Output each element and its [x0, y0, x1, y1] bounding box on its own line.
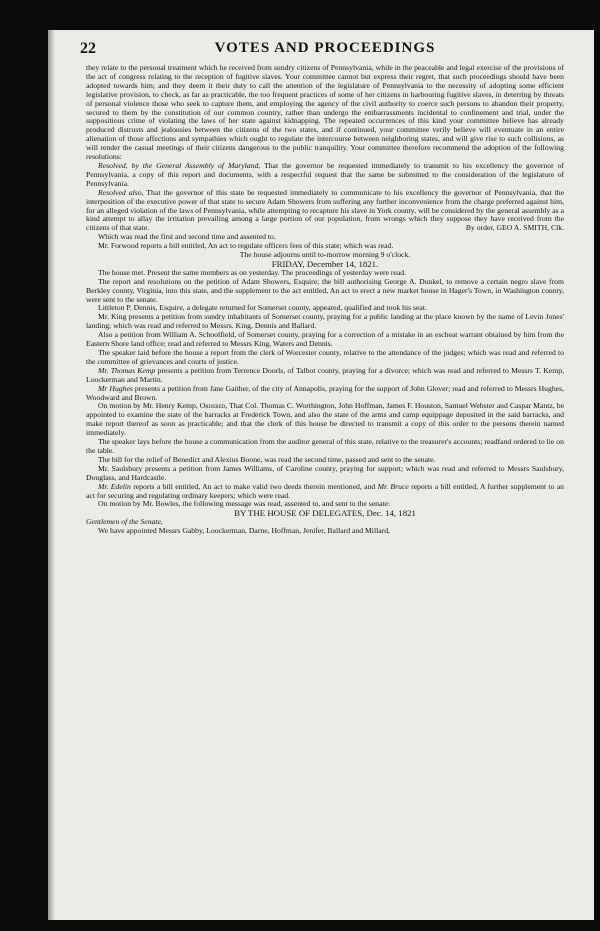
proceeding-paragraph: The bill for the relief of Benedict and Alexius Boone, was read the second time, passed and sent to the senate.: [98, 454, 436, 464]
proceeding-paragraph: We have appointed Messrs Gabby, Loockerman, Darne, Hoffman, Jenifer, Ballard and Millard,: [98, 526, 390, 536]
proceeding-paragraph: The report and resolutions on the petition of Adam Showers, Esquire; the bill authorising George A. Dunkel, to remove a certain negro slave from Berkley county, Virginia, into this state, and the supplement to the act entitled, An act to erect a new market house in Hager's Town, in Washington county, were sent to the senate.: [86, 276, 564, 304]
resolution-text: That the governor be requested immediately to transmit to his excellency the governor of Pennsylvania, a copy of this report and documents, with a respectful request that the same be submitted to the consideration of the legislature of Pennsylvania.: [86, 160, 565, 188]
member-name: Mr. Thomas Kemp: [98, 365, 156, 375]
resolution-paragraph: [86, 162, 564, 189]
page-body: [86, 64, 564, 536]
committee-report-paragraph: they relate to the personal treatment which he received from sundry citizens of Pennsylvania, while in the peaceable and legal exercise of the provisions of the act of congress relating to the reception of fugitive slaves. Your committee cannot but express their regret, that such proceedings should have been adopted towards him; and they deem it their duty to call the attention of the legislature of Pennsylvania to the necessity of adopting some efficient legislative provision, to check, as far as practicable, the too frequent practices of some of her citizens in harbouring fugitive slaves, in deterring by threats of personal violence those who seek to capture them, and employing the agency of the civil authority to coerce such persons to abandon their property, secured to them by the constitution of our common country, rather than undergo the embarrassments incidental to confinement and trial, under the suppositious crime of violating the laws of her state against kidnapping. The repeated occurrences of this kind your committee believe has already produced distrusts and jealousies between the citizens of the two states, and if continued, your committee verily believe will eventuate in an entire alienation of those affections and sympathies which ought to regulate the intercourse between neighboring states, and will give rise to such collisions, as will render the casual meetings of their citizens dangerous to the public tranquility. Your committee therefore recommend the adoption of the following resolutions:: [86, 63, 564, 162]
house-heading: BY THE HOUSE OF DELEGATES, Dec. 14, 1821: [234, 508, 416, 519]
page-sheet: [48, 30, 594, 920]
proceeding-paragraph: The house met. Present the same members as on yesterday. The proceedings of yesterday were read.: [98, 267, 407, 277]
proceeding-paragraph: Littleton P. Dennis, Esquire, a delegate returned for Somerset county, appeared, qualified and took his seat.: [98, 303, 427, 313]
proceeding-paragraph: [86, 385, 564, 403]
paragraph-text: reports a bill entitled, A further supplement to an act for securing and regulating ordinary keepers; which were read.: [86, 481, 564, 500]
member-name: Mr. Bruce: [377, 481, 409, 491]
paragraph-text: That Col. Thomas C. Worthington, John Hoffman, James F. Houston, Samuel Webster and Caspar Mantz, be appointed to examine the state of the barracks at Frederick Town, and also the state of the arms and camp equippage deposited in the said barracks, and make report thereof as soon as practicable; and that the clerk of this house be directed to transmit a copy of this order to the persons therein named immediately.: [86, 401, 565, 438]
clerk-signature: By order, GEO A. SMITH, Clk.: [465, 223, 564, 233]
resolution-lead: Resolved also,: [98, 187, 144, 197]
salutation-text: Gentlemen of the Senate,: [86, 517, 163, 527]
member-name: Mr Hughes: [98, 383, 133, 393]
paragraph-text: presents a petition from Terrence Doorls, of Talbot county, praying for a divorce; which was read and referred to Messrs T. Kemp, Loockerman and Martin.: [86, 365, 564, 384]
paragraph-text: reports a bill entitled, An act to make valid two deeds therein mentioned, and: [130, 481, 378, 491]
motion-lead: On motion by Mr. Henry Kemp,: [98, 401, 198, 411]
proceeding-paragraph: Which was read the first and second time and assented to.: [98, 232, 276, 242]
paragraph-text: presents a petition from Jane Gaither, of the city of Annapolis, praying for the support of John Glover; read and referred to Messrs Hughes, Woodward and Brown.: [86, 383, 564, 402]
proceeding-paragraph: The speaker lays before the house a communication from the auditor general of this state, relative to the treasurer's accounts; readfand ordered to lie on the table.: [86, 437, 564, 455]
member-name: Mr. Edelin: [98, 481, 131, 491]
ordered-word: Ordered,: [199, 401, 228, 411]
proceeding-paragraph: Mr. King presents a petition from sundry inhabitants of Somerset county, praying for a public landing at the place known by the name of Levin Jones' landing; which was read and referred to Messrs. King, Dennis and Ballard.: [86, 312, 564, 331]
proceeding-paragraph: [86, 483, 564, 501]
proceeding-paragraph: Also a petition from William A. Schoolfield, of Somerset county, praying for a correction of a mistake in an escheat warrant obtained by him from the Eastern Shore land office; read and referred to Messrs King, Waters and Dennis.: [86, 330, 564, 349]
date-heading: FRIDAY, December 14, 1821.: [271, 258, 379, 269]
page-content: [80, 40, 565, 536]
resolution-text: That the governor of this state be requested immediately to communicate to his excellency the governor of Pennsylvania, that the interposition of the executive power of that state to secure Adam Showers from suffering any further inconvenience from the charge preferred against him, for an alleged violation of the laws of Pennsylvania, while attempting to recapture his slave in York county, will be considered by the general assembly as a kind attempt to allay the irritation prevailing among a large portion of our population, from wrongs which they suppose they have received from the citizens of that state.: [86, 187, 565, 233]
page-number: 22: [80, 40, 96, 57]
page-title: VOTES AND PROCEEDINGS: [214, 40, 436, 56]
proceeding-paragraph: [86, 402, 564, 438]
proceeding-paragraph: The speaker laid before the house a report from the clerk of Worcester county, relative to the attendance of the judges; which was read and referred to the committee of grievances and courts of justice.: [86, 348, 564, 366]
proceeding-paragraph: On motion by Mr. Bowles, the following message was read, assented to, and sent to the senate:: [98, 499, 391, 509]
proceeding-paragraph: Mr. Forwood reports a bill entitled, An act to regulate officers fees of this state; which was read.: [98, 241, 394, 251]
proceeding-paragraph: Mr. Saulsbury presents a petition from James Williams, of Caroline county, praying for support; which was read and referred to Messrs Saulsbury, Douglass, and Hardcastle.: [86, 463, 564, 482]
resolution-paragraph: [86, 189, 564, 234]
page-header: [80, 40, 564, 64]
adjourn-line: The house adjourns until to-morrow morning 9 o'clock.: [239, 250, 411, 260]
resolution-lead: Resolved, by the General Assembly of Maryland,: [98, 160, 261, 170]
proceeding-paragraph: [86, 367, 564, 385]
